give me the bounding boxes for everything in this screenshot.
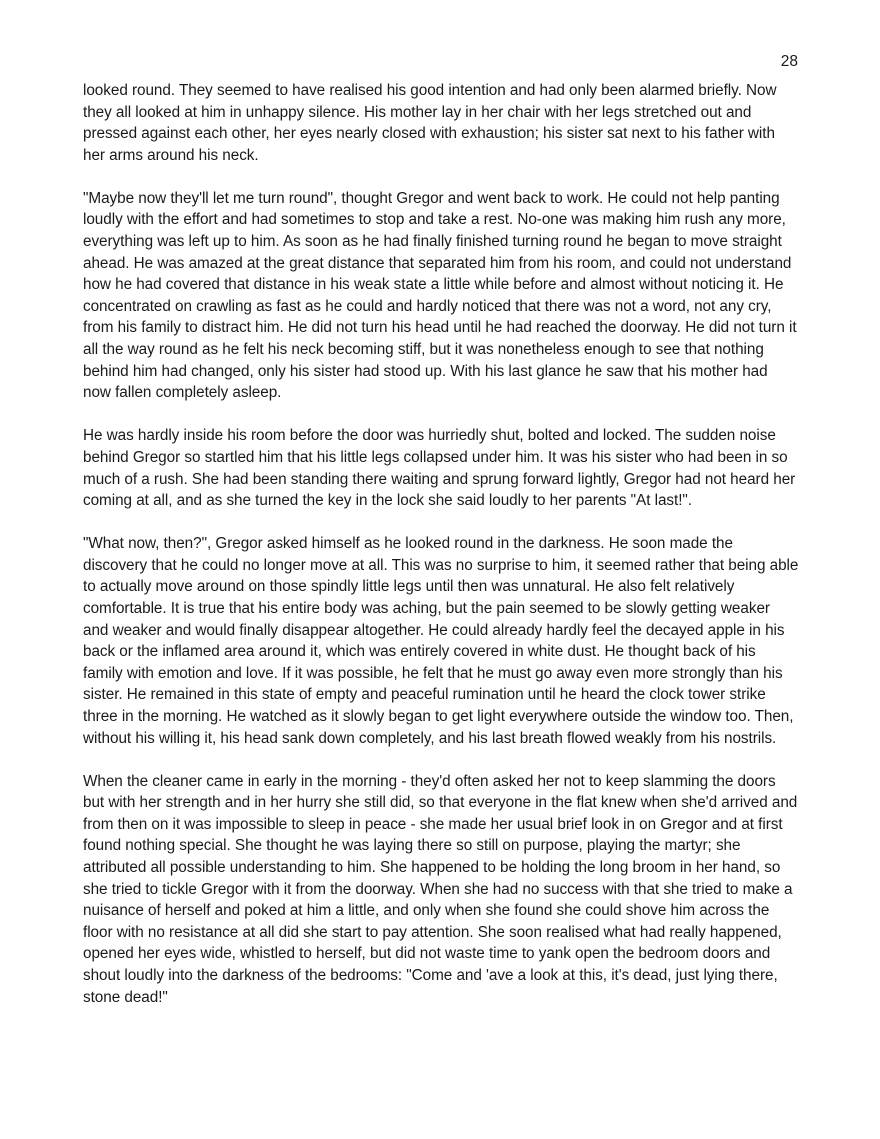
paragraph-4: "What now, then?", Gregor asked himself as he looked round in the darkness. He soon made the discovery that he could no longer move at all. This was no surprise to him, it seemed rather that being able to actually move around on those spindly little legs until then was unnatural. He also felt relatively comfortable. It is true that his entire body was aching, but the pain seemed to be slowly getting weaker and weaker and would finally disappear altogether. He could already hardly feel the decayed apple in his back or the inflamed area around it, which was entirely covered in white dust. He thought back of his family with emotion and love. If it was possible, he felt that he must go away even more strongly than his sister. He remained in this state of empty and peaceful rumination until he heard the clock tower strike three in the morning. He watched as it slowly began to get light everywhere outside the window too. Then, without his willing it, his head sank down completely, and his last breath flowed weakly from his nostrils. xyxy=(83,535,799,747)
paragraph-3: He was hardly inside his room before the door was hurriedly shut, bolted and locked. The sudden noise behind Gregor so startled him that his little legs collapsed under him. It was his sister who had been in so much of a rush. She had been standing there waiting and sprung forward lightly, Gregor had not heard her coming at all, and as she turned the key in the lock she said loudly to her parents "At last!". xyxy=(83,427,796,510)
paragraph-1: looked round. They seemed to have realised his good intention and had only been alarmed briefly. Now they all looked at him in unhappy silence. His mother lay in her chair with her legs stretched out and pressed against each other, her eyes nearly closed with exhaustion; his sister sat next to his father with her arms around his neck. xyxy=(83,82,777,164)
page-number: 28 xyxy=(780,53,798,70)
document-body xyxy=(83,80,799,1030)
paragraph-2: "Maybe now they'll let me turn round", thought Gregor and went back to work. He could not help panting loudly with the effort and had sometimes to stop and take a rest. No-one was making him rush any more, everything was left up to him. As soon as he had finally finished turning round he began to move straight ahead. He was amazed at the great distance that separated him from his room, and could not understand how he had covered that distance in his weak state a little while before and almost without noticing it. He concentrated on crawling as fast as he could and hardly noticed that there was not a word, not any cry, from his family to distract him. He did not turn his head until he had reached the doorway. He did not turn it all the way round as he felt his neck becoming stiff, but it was nonetheless enough to see that nothing behind him had changed, only his sister had stood up. With his last glance he saw that his mother had now fallen completely asleep. xyxy=(83,189,797,402)
paragraph-5: When the cleaner came in early in the morning - they'd often asked her not to keep slamming the doors but with her strength and in her hurry she still did, so that everyone in the flat knew when she'd arrived and from then on it was impossible to sleep in peace - she made her usual brief look in on Gregor and at first found nothing special. She thought he was laying there so still on purpose, playing the martyr; she attributed all possible understanding to him. She happened to be holding the long broom in her hand, so she tried to tickle Gregor with it from the doorway. When she had no success with that she tried to make a nuisance of herself and poked at him a little, and only when she found she could shove him across the floor with no resistance at all did she start to pay attention. She soon realised what had really happened, opened her eyes wide, whistled to herself, but did not waste time to yank open the bedroom doors and shout loudly into the darkness of the bedrooms: "Come and 'ave a look at this, it's dead, just lying there, stone dead!" xyxy=(83,772,798,1006)
